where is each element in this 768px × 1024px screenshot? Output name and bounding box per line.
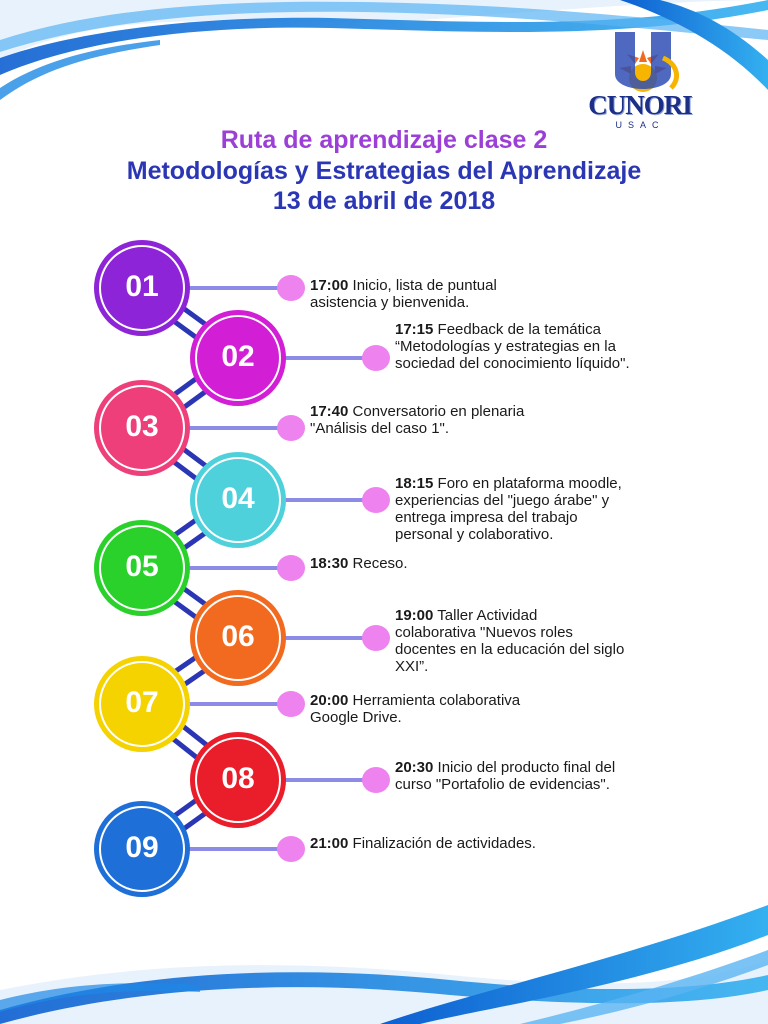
step-time: 17:00 [310,277,349,294]
step-dot-02 [362,345,390,371]
cunori-logo [585,28,695,133]
step-text-line: Inicio, lista de puntual [348,277,497,294]
logo-name: CUNORI [588,90,692,120]
step-dot-05 [277,555,305,581]
step-description-06 [395,607,624,675]
step-description-01 [310,277,497,311]
step-text-line: XXI”. [395,658,429,675]
step-text-line: Finalización de actividades. [348,835,536,852]
step-text-line: Herramienta colaborativa [348,692,521,709]
step-number-05: 05 [125,550,159,583]
logo-sub: USAC [615,120,665,130]
step-text-line: Foro en plataforma moodle, [433,475,622,492]
step-text-line: docentes en la educación del siglo [395,641,625,658]
step-time: 17:15 [395,321,434,338]
step-number-02: 02 [221,340,255,373]
step-description-05 [310,555,408,572]
step-time: 18:15 [395,475,434,492]
step-dot-03 [277,415,305,441]
step-description-08 [395,759,615,793]
page-title-line2: Metodologías y Estrategias del Aprendizaje [126,157,642,185]
step-text-line: Inicio del producto final del [433,759,616,776]
step-dot-06 [362,625,390,651]
step-number-09: 09 [125,831,159,864]
step-dot-01 [277,275,305,301]
step-text-line: curso "Portafolio de evidencias". [395,776,610,793]
step-dot-08 [362,767,390,793]
step-text-line: Receso. [348,555,408,572]
step-text-line: "Análisis del caso 1". [310,420,450,437]
step-text-line: Conversatorio en plenaria [348,403,525,420]
step-text-line: personal y colaborativo. [395,526,554,543]
step-number-01: 01 [125,270,159,303]
step-time: 21:00 [310,835,349,852]
step-text-line: colaborativa "Nuevos roles [395,624,573,641]
step-description-03 [310,403,524,437]
step-number-03: 03 [125,410,159,443]
step-number-06: 06 [221,620,255,653]
step-time: 20:30 [395,759,434,776]
step-time: 17:40 [310,403,349,420]
step-dot-04 [362,487,390,513]
step-number-04: 04 [221,482,255,515]
step-time: 19:00 [395,607,434,624]
step-time: 18:30 [310,555,349,572]
step-text-line: asistencia y bienvenida. [310,294,470,311]
step-number-07: 07 [125,686,159,719]
step-text-line: sociedad del conocimiento líquido". [395,355,630,372]
step-description-02 [395,321,630,372]
step-text-line: experiencias del "juego árabe" y [395,492,610,509]
step-description-04 [395,475,622,543]
page-title-line3: 13 de abril de 2018 [272,187,496,215]
step-description-09 [310,835,536,852]
step-text-line: Google Drive. [310,709,402,726]
step-text-line: entrega impresa del trabajo [395,509,578,526]
step-dot-07 [277,691,305,717]
step-text-line: Feedback de la temática [433,321,601,338]
page-title-line1: Ruta de aprendizaje clase 2 [220,126,548,154]
step-text-line: Taller Actividad [433,607,538,624]
step-dot-09 [277,836,305,862]
step-number-08: 08 [221,762,255,795]
step-description-07 [310,692,520,726]
step-text-line: “Metodologías y estrategias en la [395,338,616,355]
step-time: 20:00 [310,692,349,709]
